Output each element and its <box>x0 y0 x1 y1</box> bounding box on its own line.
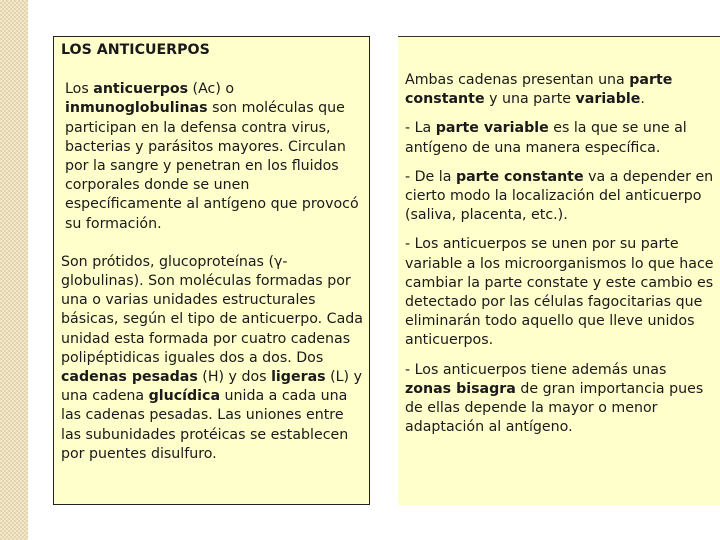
bold-term: cadenas pesadas <box>61 369 198 386</box>
panel-title: LOS ANTICUERPOS <box>61 42 210 58</box>
left-text-panel <box>53 36 370 505</box>
text-run: . <box>640 91 645 108</box>
right-text-panel <box>398 36 720 505</box>
text-run: - Los anticuerpos se unen por su parte variable a los microorganismos lo que hace cambiar la parte constate y este cambio es detectado por las células fagocitarias que eliminarán todo aquello que lleve unidos anticuerpos. <box>405 236 714 349</box>
text-run: - La <box>405 120 436 137</box>
text-run: (Ac) o <box>188 81 235 98</box>
paragraph-binding <box>405 235 714 350</box>
paragraph-structure <box>61 253 363 464</box>
paragraph-variable-part <box>405 119 714 157</box>
decorative-side-strip <box>0 0 28 540</box>
text-run: Son prótidos, glucoproteínas (γ-globulinas). Son moléculas formadas por una o varias unidades estructurales básicas, según el tipo de anticuerpo. Cada unidad esta formada por cuatro cadenas polipéptidicas iguales dos a dos. Dos <box>61 253 363 366</box>
bold-term: glucídica <box>148 388 221 405</box>
text-run: - De la <box>405 168 456 185</box>
text-run: Los <box>65 81 94 98</box>
text-run: y una parte <box>484 91 576 108</box>
bold-term: parte constante <box>455 168 584 185</box>
text-run: va a depender en cierto modo la localización del anticuerpo (saliva, placenta, etc.). <box>405 168 714 224</box>
bold-term: ligeras <box>271 369 326 386</box>
text-run: es la que se une al antígeno de una manera específica. <box>405 120 687 156</box>
text-run: (H) y dos <box>197 369 272 386</box>
bold-term: zonas bisagra <box>405 380 516 397</box>
text-run: (L) y una cadena <box>61 369 362 405</box>
text-run: Ambas cadenas presentan una <box>405 72 630 88</box>
text-run: de gran importancia pues de ellas depende la mayor o menor adaptación al antígeno. <box>405 380 704 436</box>
paragraph-definition <box>61 80 363 234</box>
bold-term: variable <box>575 91 641 108</box>
paragraph-hinge <box>405 361 714 438</box>
bold-term: parte variable <box>435 120 549 137</box>
paragraph-chains <box>405 71 714 109</box>
bold-term: parte constante <box>405 72 673 108</box>
text-run: son moléculas que participan en la defensa contra virus, bacterias y parásitos mayores. Circulan por la sangre y penetran en los fluidos corporales donde se unen específicamente al antígeno que provocó su formación. <box>65 100 359 232</box>
paragraph-constant-part <box>405 168 714 226</box>
bold-term: anticuerpos <box>93 81 189 98</box>
bold-term: inmunoglobulinas <box>65 100 208 117</box>
text-run: - Los anticuerpos tiene además unas <box>405 361 667 378</box>
text-run: unida a cada una las cadenas pesadas. Las uniones entre las subunidades protéicas se establecen por puentes disulfuro. <box>61 388 349 462</box>
